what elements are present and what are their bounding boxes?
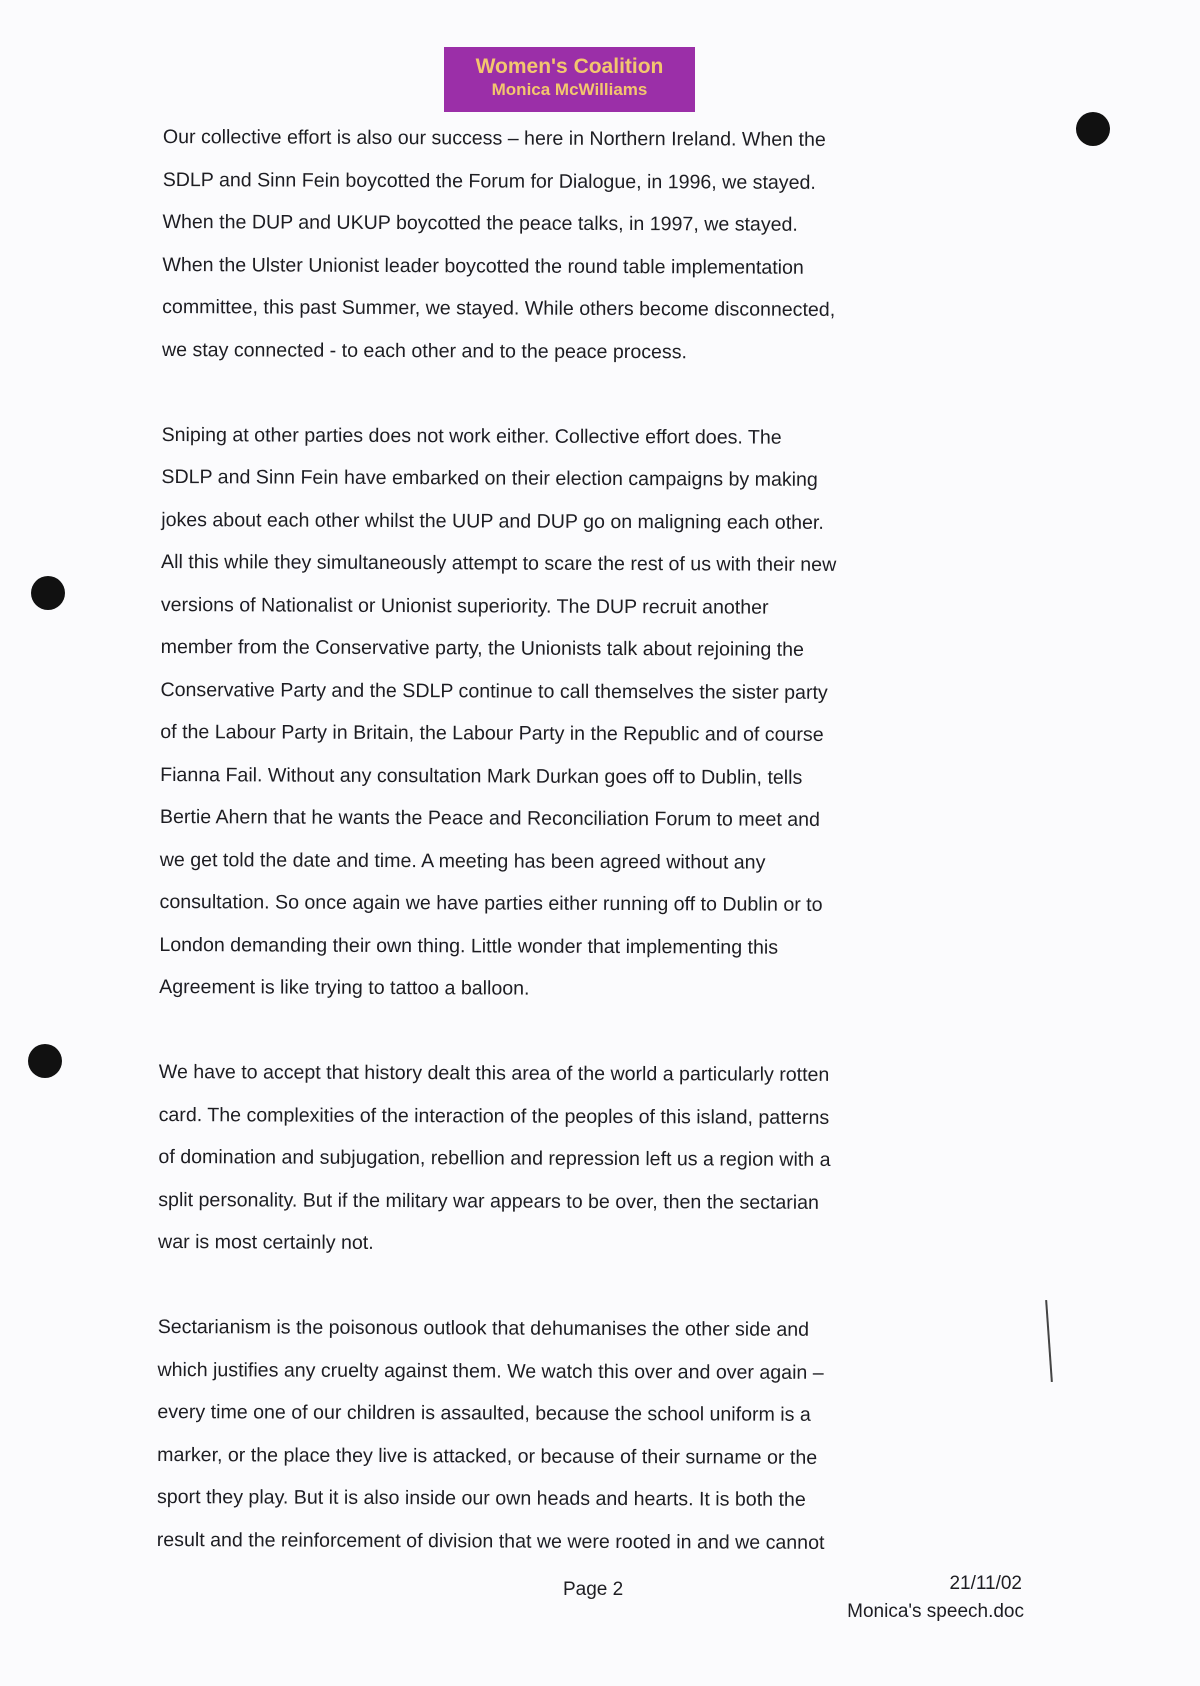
- text-line: Sectarianism is the poisonous outlook that dehumanises the other side and: [157, 1315, 810, 1341]
- text-line: card. The complexities of the interaction of the peoples of this island, patterns: [158, 1103, 830, 1129]
- text-line: Conservative Party and the SDLP continue to call themselves the sister party: [160, 678, 828, 704]
- text-line: All this while they simultaneously attempt to scare the rest of us with their new: [161, 550, 837, 576]
- text-line: committee, this past Summer, we stayed. While others become disconnected,: [162, 295, 836, 321]
- document-date: 21/11/02: [949, 1573, 1022, 1594]
- text-line: Our collective effort is also our success – here in Northern Ireland. When the: [162, 125, 826, 151]
- page-number: Page 2: [563, 1579, 624, 1600]
- text-line: SDLP and Sinn Fein have embarked on their election campaigns by making: [161, 465, 818, 491]
- text-line: Fianna Fail. Without any consultation Mark Durkan goes off to Dublin, tells: [160, 763, 803, 789]
- document-body: [157, 116, 1043, 1607]
- paragraph: [162, 116, 1043, 375]
- punch-hole-icon: [1076, 112, 1110, 146]
- author-name: Monica McWilliams: [491, 80, 648, 99]
- text-line: member from the Conservative party, the Unionists talk about rejoining the: [160, 635, 805, 661]
- text-line: every time one of our children is assaulted, because the school uniform is a: [157, 1400, 811, 1426]
- text-line: of the Labour Party in Britain, the Labour Party in the Republic and of course: [160, 720, 824, 746]
- text-line: We have to accept that history dealt this area of the world a particularly rotten: [158, 1060, 830, 1086]
- text-line: Agreement is like trying to tattoo a balloon.: [159, 975, 530, 1000]
- text-line: split personality. But if the military war appears to be over, then the sectarian: [158, 1188, 820, 1214]
- text-line: we stay connected - to each other and to the peace process.: [161, 338, 688, 363]
- text-line: war is most certainly not.: [158, 1230, 374, 1254]
- paragraph: [158, 1051, 1039, 1267]
- text-line: sport they play. But it is also inside our own heads and hearts. It is both the: [156, 1485, 806, 1511]
- text-line: Sniping at other parties does not work either. Collective effort does. The: [161, 423, 782, 449]
- text-line: which justifies any cruelty against them. We watch this over and over again –: [157, 1358, 824, 1384]
- text-line: we get told the date and time. A meeting has been agreed without any: [159, 848, 766, 874]
- text-line: Bertie Ahern that he wants the Peace and Reconciliation Forum to meet and: [159, 805, 821, 831]
- text-line: When the Ulster Unionist leader boycotted the round table implementation: [162, 253, 804, 279]
- text-line: result and the reinforcement of division that we were rooted in and we cannot: [156, 1528, 825, 1554]
- scan-mark: [1045, 1300, 1053, 1382]
- document-filename: Monica's speech.doc: [847, 1601, 1024, 1622]
- text-line: London demanding their own thing. Little wonder that implementing this: [159, 933, 779, 959]
- paragraph: [159, 413, 1042, 1012]
- organization-name: Women's Coalition: [475, 55, 664, 78]
- paragraph: [157, 1306, 1038, 1565]
- text-line: consultation. So once again we have parties either running off to Dublin or to: [159, 890, 823, 916]
- text-line: of domination and subjugation, rebellion and repression left us a region with a: [158, 1145, 831, 1171]
- text-line: marker, or the place they live is attacked, or because of their surname or the: [157, 1443, 818, 1469]
- text-line: jokes about each other whilst the UUP and DUP go on maligning each other.: [161, 508, 824, 534]
- letterhead-banner: [444, 47, 695, 112]
- punch-hole-icon: [28, 1044, 62, 1078]
- text-line: When the DUP and UKUP boycotted the peace talks, in 1997, we stayed.: [162, 210, 798, 236]
- text-line: versions of Nationalist or Unionist superiority. The DUP recruit another: [160, 593, 769, 619]
- text-line: SDLP and Sinn Fein boycotted the Forum for Dialogue, in 1996, we stayed.: [162, 168, 816, 194]
- punch-hole-icon: [31, 576, 65, 610]
